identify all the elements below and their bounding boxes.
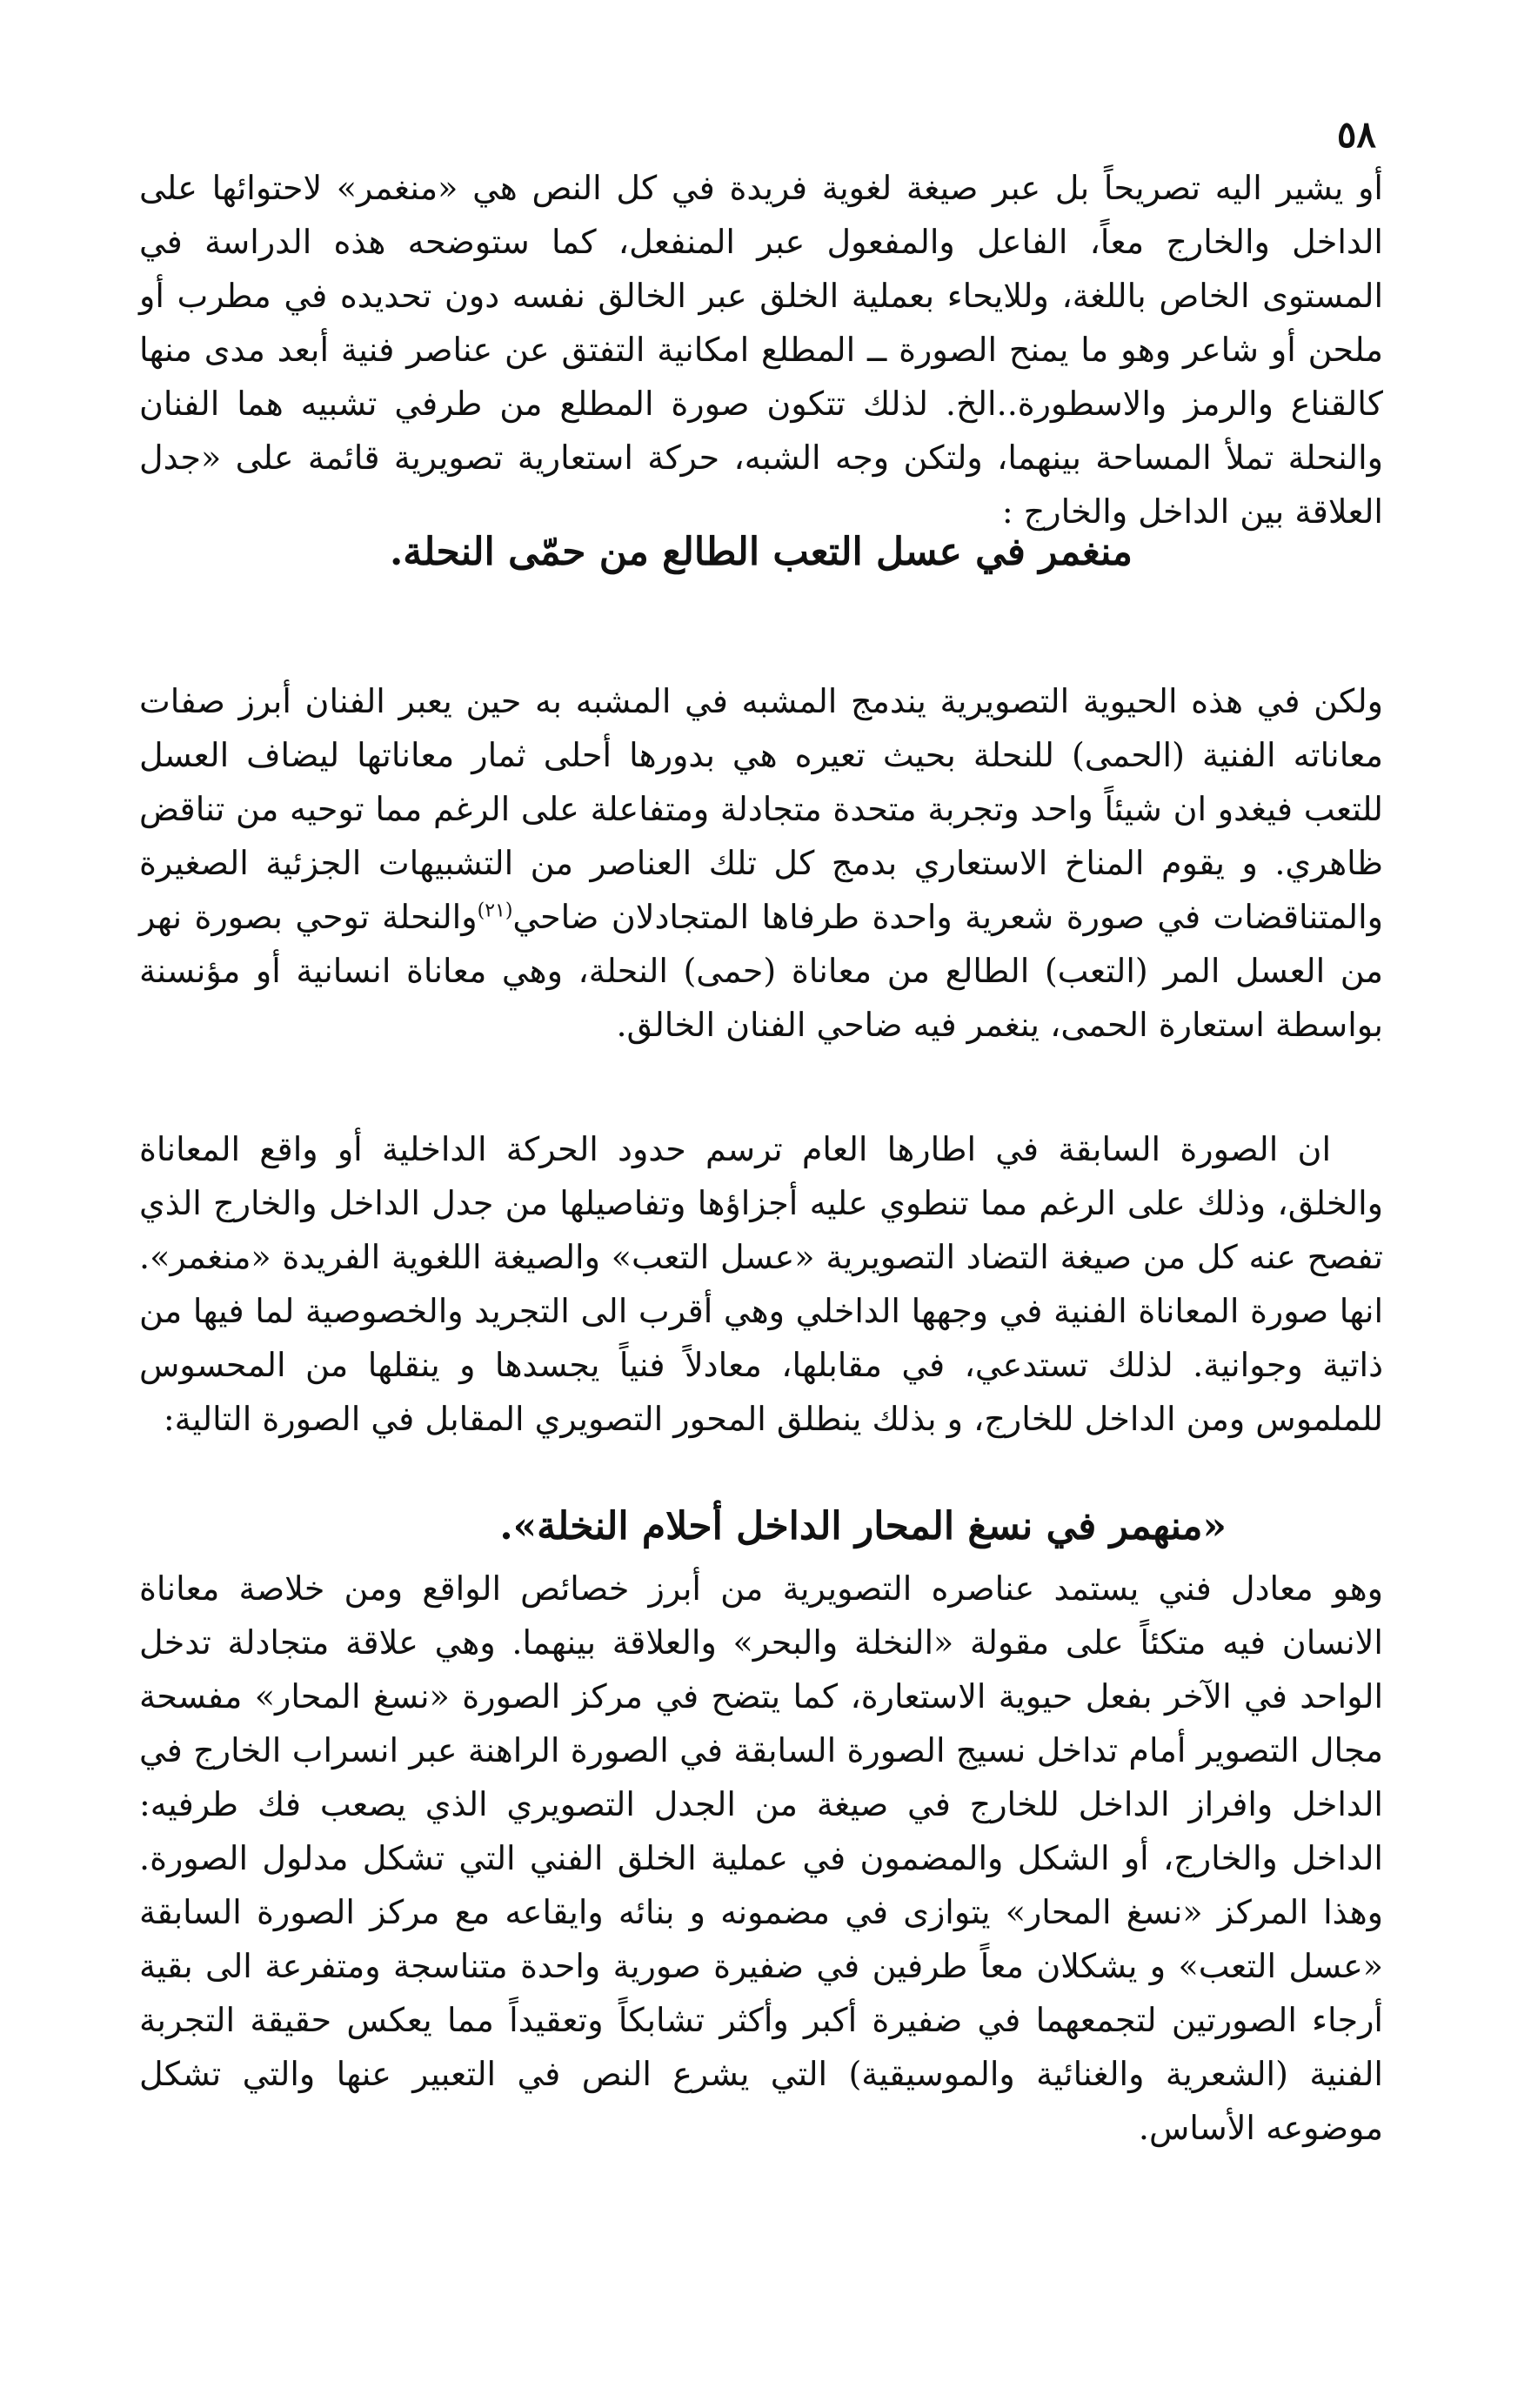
paragraph-3: ان الصورة السابقة في اطارها العام ترسم حدود الحركة الداخلية أو واقع المعاناة والخلق، وذلك على الرغم مما تنطوي عليه أجزاؤها وتفاصيلها من جدل الداخل والخارج الذي تفصح عنه كل من صيغة التضاد التصويرية «عسل التعب» والصيغة اللغوية الفريدة «منغمر». انها صورة المعاناة الفنية في وجهها الداخلي وهي أقرب الى التجريد والخصوصية لما فيها من ذاتية وجوانية. لذلك تستدعي، في مقابلها، معادلاً فنياً يجسدها و ينقلها من المحسوس للملموس ومن الداخل للخارج، و بذلك ينطلق المحور التصويري المقابل في الصورة التالية: <box>139 1130 1383 1438</box>
paragraph-1-block <box>139 161 1383 538</box>
heading-1: منغمر في عسل التعب الطالع من حمّى النحلة. <box>389 530 1133 574</box>
footnote-reference: (٢١) <box>477 900 513 922</box>
paragraph-2 <box>139 674 1383 1052</box>
heading-2: «منهمر في نسغ المحار الداخل أحلام النخلة». <box>499 1504 1227 1548</box>
paragraph-2-part-b: والنحلة توحي بصورة نهر من العسل المر (التعب) الطالع من معاناة (حمى) النحلة، وهي معاناة انسانية أو مؤنسنة بواسطة استعارة الحمى، ينغمر فيه ضاحي الفنان الخالق. <box>139 898 1383 1044</box>
paragraph-3-block <box>139 1122 1383 1446</box>
paragraph-4: وهو معادل فني يستمد عناصره التصويرية من أبرز خصائص الواقع ومن خلاصة معاناة الانسان فيه متكئاً على مقولة «النخلة والبحر» والعلاقة بينهما. وهي علاقة متجادلة تدخل الواحد في الآخر بفعل حيوية الاستعارة، كما يتضح في مركز الصورة «نسغ المحار» مفسحة مجال التصوير أمام تداخل نسيج الصورة السابقة في الصورة الراهنة عبر انسراب الخارج في الداخل وافراز الداخل للخارج في صيغة من الجدل التصويري الذي يصعب فك طرفيه: الداخل والخارج، أو الشكل والمضمون في عملية الخلق الفني التي تشكل مدلول الصورة. وهذا المركز «نسغ المحار» يتوازى في مضمونه و بنائه وايقاعه مع مركز الصورة السابقة «عسل التعب» و يشكلان معاً طرفين في ضفيرة صورية واحدة متناسجة ومتفرعة الى بقية أرجاء الصورتين لتجمعهما في ضفيرة أكبر وأكثر تشابكاً وتعقيداً مما يعكس حقيقة التجربة الفنية (الشعرية والغنائية والموسيقية) التي يشرع النص في التعبير عنها والتي تشكل موضوعه الأساس. <box>139 1569 1383 2147</box>
page-number: ٥٨ <box>1336 113 1376 156</box>
paragraph-1: أو يشير اليه تصريحاً بل عبر صيغة لغوية فريدة في كل النص هي «منغمر» لاحتوائها على الداخل والخارج معاً، الفاعل والمفعول عبر المنفعل، كما ستوضحه هذه الدراسة في المستوى الخاص باللغة، وللايحاء بعملية الخلق عبر الخالق نفسه دون تحديده في مطرب أو ملحن أو شاعر وهو ما يمنح الصورة ــ المطلع امكانية التفتق عن عناصر فنية أبعد مدى منها كالقناع والرمز والاسطورة..الخ. لذلك تتكون صورة المطلع من طرفي تشبيه هما الفنان والنحلة تملأ المساحة بينهما، ولتكن وجه الشبه، حركة استعارية تصويرية قائمة على «جدل العلاقة بين الداخل والخارج : <box>139 169 1383 531</box>
paragraph-4-block <box>139 1562 1383 2155</box>
paragraph-2-part-a: ولكن في هذه الحيوية التصويرية يندمج المشبه في المشبه به حين يعبر الفنان أبرز صفات معاناته الفنية (الحمى) للنحلة بحيث تعيره هي بدورها أحلى ثمار معاناتها ليضاف العسل للتعب فيغدو ان شيئاً واحد وتجربة متحدة متجادلة ومتفاعلة على الرغم مما توحيه من تناقض ظاهري. و يقوم المناخ الاستعاري بدمج كل تلك العناصر من التشبيهات الجزئية الصغيرة والمتناقضات في صورة شعرية واحدة طرفاها المتجادلان ضاحي <box>139 682 1383 936</box>
paragraph-2-block <box>139 674 1383 1052</box>
